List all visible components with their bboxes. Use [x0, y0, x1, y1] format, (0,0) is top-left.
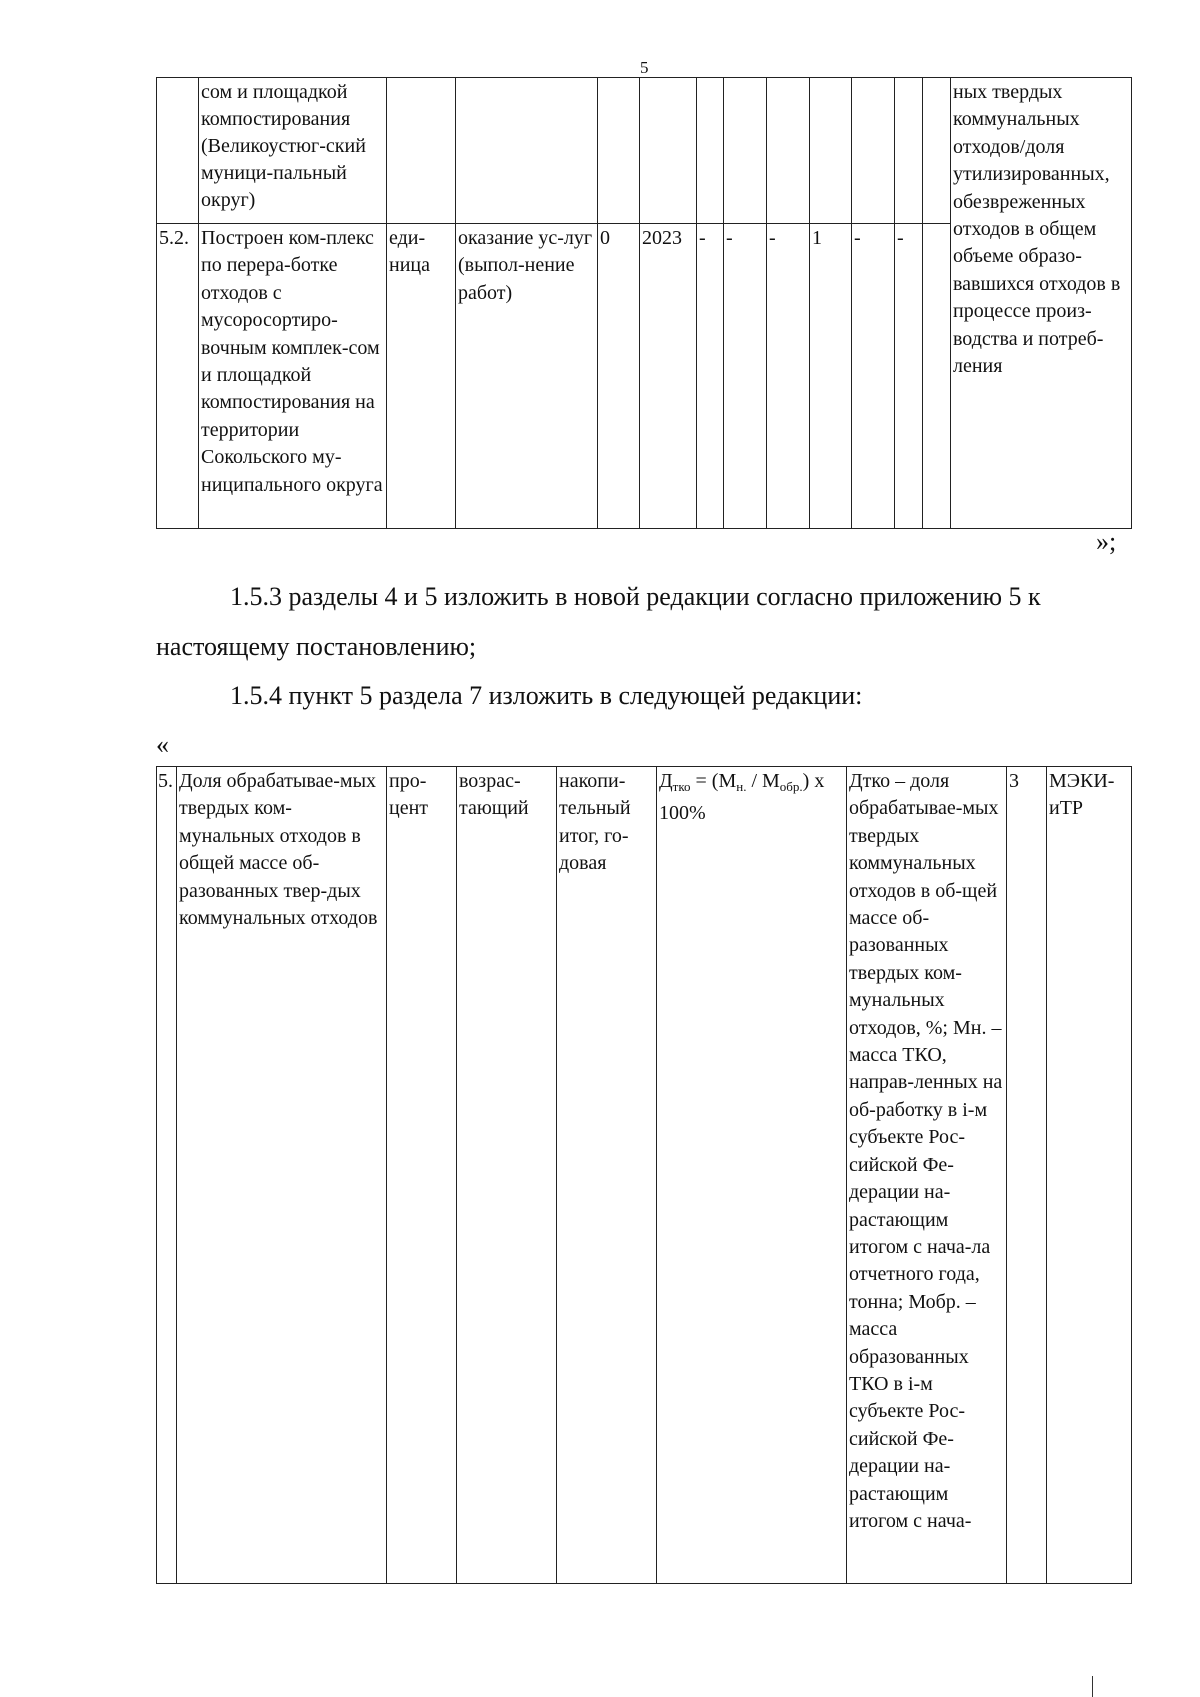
paragraph-2: 1.5.4 пункт 5 раздела 7 изложить в следующей редакции: [230, 681, 863, 710]
base-cell [598, 78, 640, 224]
event-name: Построен ком-плекс по перера-ботке отходов с мусоросортиро-вочным комплек-сом и площадкой компостирования на территории Сокольского му-ниципального округа [199, 224, 387, 529]
base-cell: 0 [598, 224, 640, 529]
paragraph-1-line-2: настоящему постановлению; [156, 632, 477, 661]
value-cell [724, 78, 767, 224]
value-cell: 1 [810, 224, 852, 529]
formula-mobr-sub: обр. [779, 779, 803, 794]
unit-cell: еди-ница [387, 224, 456, 529]
unit-cell [387, 78, 456, 224]
table-row [157, 767, 1132, 1584]
value-cell [810, 78, 852, 224]
responsible-cell: МЭКИ-иТР [1047, 767, 1132, 1584]
method-cell [456, 78, 598, 224]
indicator-cell: ных твердых коммунальных отходов/доля утилизированных, обезвреженных отходов в общем объеме образо-вавшихся отходов в процессе произ-водства и потреб-ления [951, 78, 1132, 529]
value-cell [852, 78, 895, 224]
source-cell: 3 [1007, 767, 1047, 1584]
row-number: 5. [157, 767, 177, 1584]
formula-description: Дтко – доля обрабатывае-мых твердых коммунальных отходов в об-щей массе об-разованных твердых ком-мунальных отходов, %; Мн. – масса ТКО, направ-ленных на об-работку в i-м субъекте Рос-сийской Фе-дерации на-растающим итогом с нача-ла отчетного года, тонна; Мобр. – масса образованных ТКО в i-м субъекте Рос-сийской Фе-дерации на-растающим итогом с нача- [847, 767, 1007, 1584]
unit-cell: про-цент [387, 767, 457, 1584]
row-number [157, 78, 199, 224]
indicator-name: Доля обрабатывае-мых твердых ком-мунальных отходов в общей массе об-разованных твер-дых коммунальных отходов [177, 767, 387, 1584]
formula-m-sub: н. [736, 779, 747, 794]
dynamics-cell: возрас-тающий [457, 767, 557, 1584]
method-cell: оказание ус-луг (выпол-нение работ) [456, 224, 598, 529]
formula-div: / М [746, 770, 780, 792]
event-name: сом и площадкой компостирования (Великоустюг-ский муници-пальный округ) [199, 78, 387, 224]
indicator-calculation-table [156, 766, 1132, 1584]
value-cell [923, 224, 951, 529]
value-cell [923, 78, 951, 224]
closing-quote: »; [1096, 527, 1117, 556]
row-number: 5.2. [157, 224, 199, 529]
value-cell: - [767, 224, 810, 529]
scan-mark [1092, 1676, 1093, 1697]
opening-quote: « [156, 730, 169, 759]
page-number: 5 [640, 58, 649, 77]
value-cell [697, 78, 724, 224]
year-cell [640, 78, 697, 224]
indicators-table-continuation [156, 77, 1132, 529]
formula-d: Д [659, 770, 673, 792]
formula-mid: = (М [690, 770, 737, 792]
value-cell: - [895, 224, 923, 529]
paragraph-1-line-1: 1.5.3 разделы 4 и 5 изложить в новой редакции согласно приложению 5 к [230, 582, 1041, 611]
value-cell: - [852, 224, 895, 529]
value-cell: - [697, 224, 724, 529]
year-cell: 2023 [640, 224, 697, 529]
formula-cell [657, 767, 847, 1584]
value-cell [895, 78, 923, 224]
value-cell: - [724, 224, 767, 529]
table-row [157, 78, 1132, 224]
method-cell: накопи-тельный итог, го-довая [557, 767, 657, 1584]
formula-d-sub: тко [672, 779, 691, 794]
value-cell [767, 78, 810, 224]
formula-end: ) х 100% [659, 770, 825, 825]
